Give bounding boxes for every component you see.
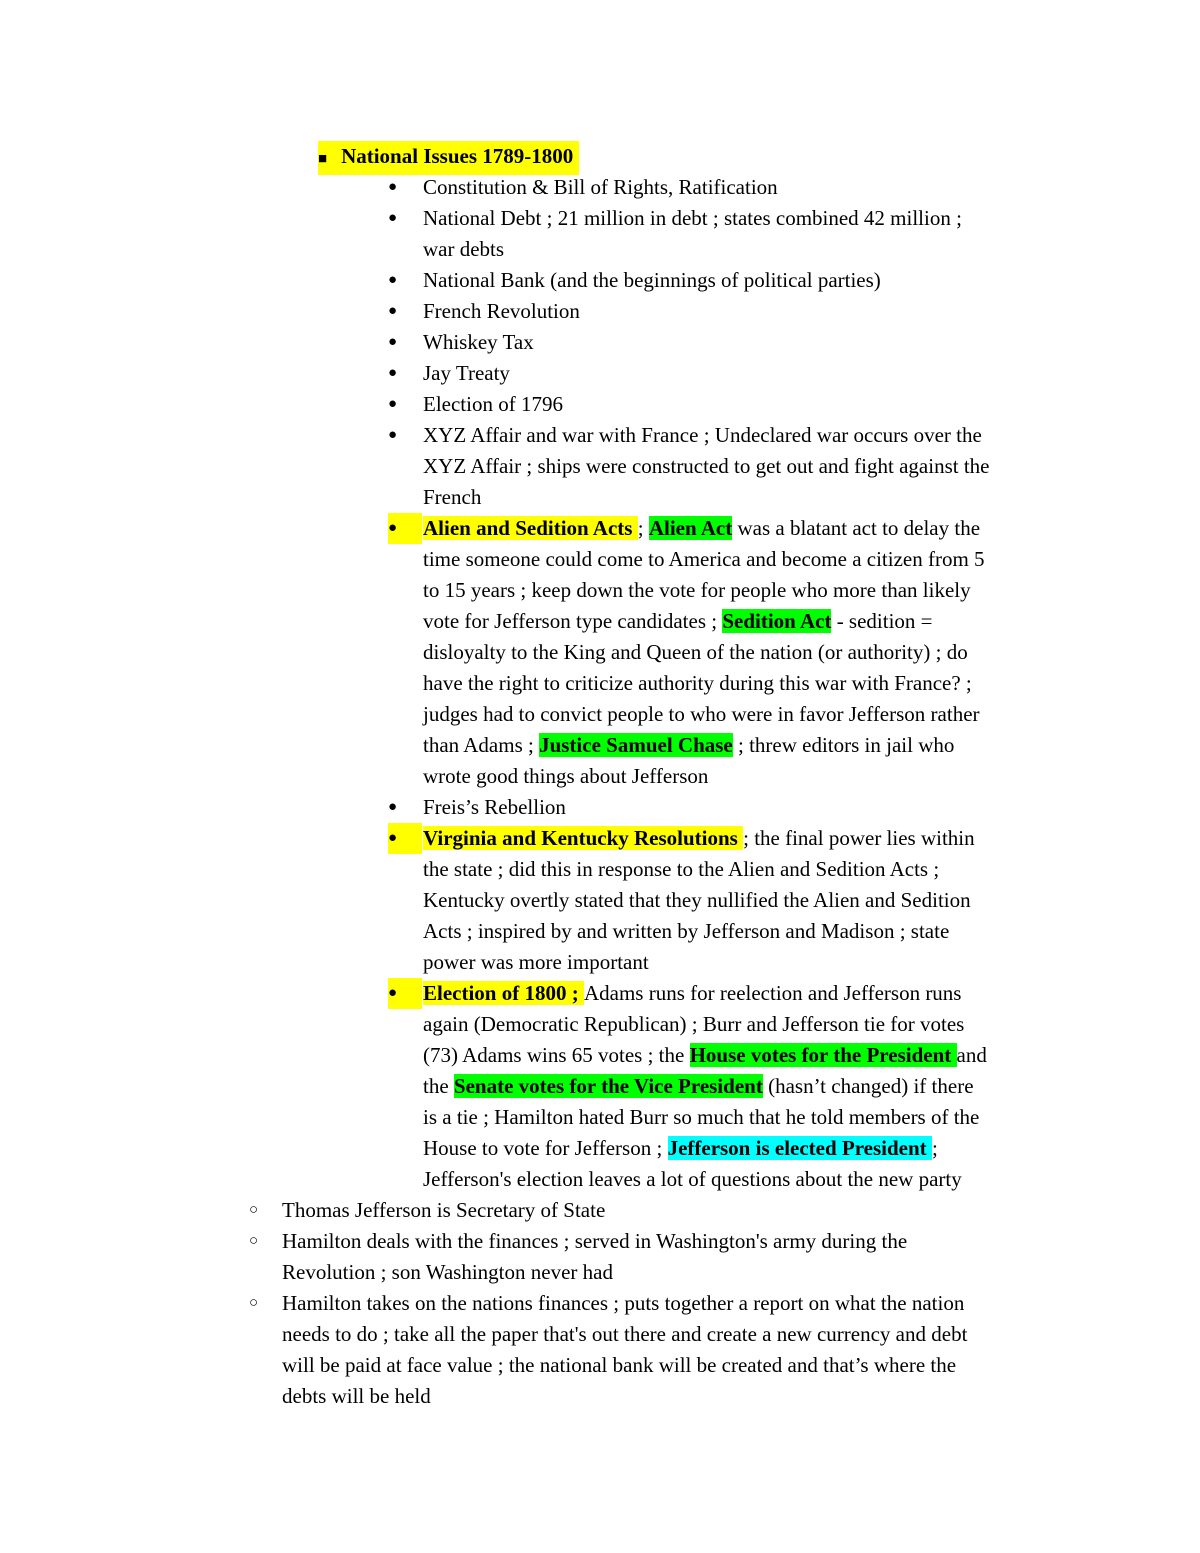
list-item-continuation (423, 1133, 938, 1164)
list-item: XYZ Affair and war with France ; Undeclared war occurs over the (423, 423, 982, 447)
text-run: Adams runs for reelection and Jefferson runs (583, 981, 962, 1005)
sub-list-item-continuation: debts will be held (282, 1384, 431, 1408)
list-item-continuation: power was more important (423, 950, 649, 974)
list-item-continuation (423, 730, 954, 761)
text-run: was a blatant act to delay the (732, 516, 981, 540)
highlight-jefferson-elected: Jefferson is elected President (667, 1136, 932, 1160)
text-run: vote for Jefferson type candidates ; (423, 609, 723, 633)
square-bullet-icon: ■ (318, 151, 328, 167)
bullet-icon: ● (388, 978, 422, 1009)
circle-bullet-icon: ○ (249, 1295, 259, 1311)
bullet-icon: ● (388, 210, 398, 226)
section-heading (318, 141, 579, 175)
highlight-house-votes: House votes for the President (689, 1043, 957, 1067)
list-item-continuation: judges had to convict people to who were in favor Jefferson rather (423, 702, 980, 726)
list-item: French Revolution (423, 299, 580, 323)
bullet-icon: ● (388, 799, 398, 815)
list-item-continuation: is a tie ; Hamilton hated Burr so much that he told members of the (423, 1105, 980, 1129)
list-item-continuation: Jefferson's election leaves a lot of questions about the new party (423, 1167, 962, 1191)
list-item-continuation: time someone could come to America and become a citizen from 5 (423, 547, 985, 571)
sub-list-item: Hamilton deals with the finances ; served in Washington's army during the (282, 1229, 908, 1253)
highlight-sedition-act: Sedition Act (722, 609, 832, 633)
list-item: National Debt ; 21 million in debt ; states combined 42 million ; (423, 206, 962, 230)
list-item: Jay Treaty (423, 361, 510, 385)
highlight-virginia-kentucky: Virginia and Kentucky Resolutions (423, 826, 744, 850)
list-item-continuation: Acts ; inspired by and written by Jefferson and Madison ; state (423, 919, 950, 943)
list-item: Election of 1796 (423, 392, 563, 416)
text-run: ; the final power lies within (743, 826, 975, 850)
text-run: - sedition = (831, 609, 933, 633)
list-item-continuation: have the right to criticize authority during this war with France? ; (423, 671, 972, 695)
highlight-senate-votes: Senate votes for the Vice President (453, 1074, 763, 1098)
list-item: Whiskey Tax (423, 330, 534, 354)
text-run: House to vote for Jefferson ; (423, 1136, 668, 1160)
circle-bullet-icon: ○ (249, 1202, 259, 1218)
text-run: ; (637, 516, 649, 540)
list-item-continuation: Kentucky overtly stated that they nullified the Alien and Sedition (423, 888, 971, 912)
list-item-continuation (423, 1040, 987, 1071)
text-run: the (423, 1074, 454, 1098)
list-item-continuation: disloyalty to the King and Queen of the nation (or authority) ; do (423, 640, 968, 664)
sub-list-item: Thomas Jefferson is Secretary of State (282, 1198, 606, 1222)
list-item (423, 978, 961, 1009)
bullet-icon: ● (388, 179, 398, 195)
text-run: (hasn’t changed) if there (762, 1074, 974, 1098)
list-item-continuation (423, 1071, 974, 1102)
list-item: Constitution & Bill of Rights, Ratification (423, 175, 778, 199)
bullet-icon: ● (388, 272, 398, 288)
list-item-continuation: XYZ Affair ; ships were constructed to get out and fight against the (423, 454, 990, 478)
bullet-icon: ● (388, 303, 398, 319)
highlight-election-1800: Election of 1800 ; (423, 981, 584, 1005)
sub-list-item-continuation: Revolution ; son Washington never had (282, 1260, 613, 1284)
heading-text: National Issues 1789-1800 (341, 144, 574, 168)
text-run: ; threw editors in jail who (732, 733, 955, 757)
list-item-continuation: the state ; did this in response to the Alien and Sedition Acts ; (423, 857, 940, 881)
sub-list-item-continuation: needs to do ; take all the paper that's out there and create a new currency and debt (282, 1322, 968, 1346)
list-item: Freis’s Rebellion (423, 795, 566, 819)
highlight-justice-samuel-chase: Justice Samuel Chase (539, 733, 733, 757)
sub-list-item-continuation: will be paid at face value ; the national bank will be created and that’s where the (282, 1353, 957, 1377)
bullet-icon: ● (388, 513, 422, 544)
text-run: and (956, 1043, 987, 1067)
list-item-continuation (423, 606, 933, 637)
circle-bullet-icon: ○ (249, 1233, 259, 1249)
bullet-icon: ● (388, 823, 422, 854)
text-run: ; (931, 1136, 938, 1160)
list-item-continuation: wrote good things about Jefferson (423, 764, 709, 788)
list-item: National Bank (and the beginnings of political parties) (423, 268, 881, 292)
highlight-alien-sedition-acts: Alien and Sedition Acts (423, 516, 638, 540)
sub-list-item: Hamilton takes on the nations finances ; puts together a report on what the nation (282, 1291, 965, 1315)
highlight-alien-act: Alien Act (648, 516, 733, 540)
list-item-continuation: war debts (423, 237, 505, 261)
list-item-continuation: again (Democratic Republican) ; Burr and Jefferson tie for votes (423, 1012, 965, 1036)
text-run: (73) Adams wins 65 votes ; the (423, 1043, 690, 1067)
list-item (423, 513, 980, 544)
list-item-continuation: to 15 years ; keep down the vote for people who more than likely (423, 578, 971, 602)
list-item-continuation: French (423, 485, 482, 509)
text-run: than Adams ; (423, 733, 540, 757)
bullet-icon: ● (388, 427, 398, 443)
list-item (423, 823, 975, 854)
bullet-icon: ● (388, 365, 398, 381)
bullet-icon: ● (388, 396, 398, 412)
bullet-icon: ● (388, 334, 398, 350)
